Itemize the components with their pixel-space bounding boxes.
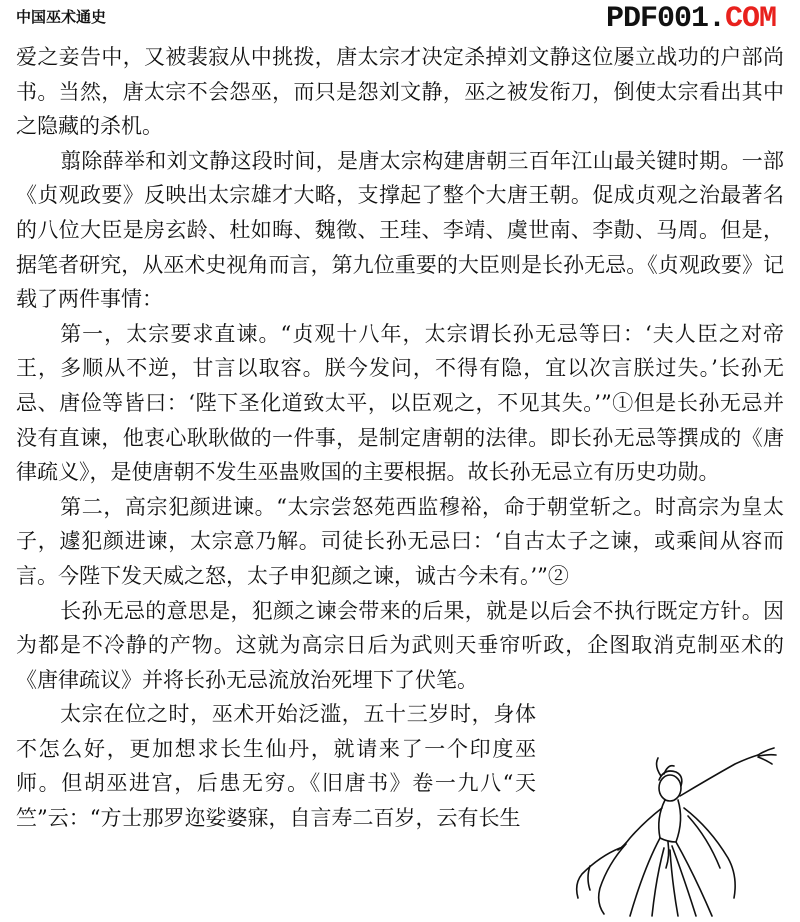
paragraph-2: 翦除薛举和刘文静这段时间，是唐太宗构建唐朝三百年江山最关键时期。一部《贞观政要》反映出太宗雄才大略，支撑起了整个大唐王朝。促成贞观之治最著名的八位大臣是房玄龄、杜如晦、魏徵、王珪、李靖、虞世南、李勣、马周。但是，据笔者研究，从巫术史视角而言，第九位重要的大臣则是长孙无忌。《贞观政要》记载了两件事情： bbox=[16, 148, 784, 312]
running-head: 中国巫术通史 bbox=[16, 8, 107, 26]
paragraph-5: 长孙无忌的意思是，犯颜之谏会带来的后果，就是以后会不执行既定方针。因为都是不冷静的产物。这就为高宗日后为武则天垂帘听政，企图取消克制巫术的《唐律疏议》并将长孙无忌流放治死埋下了伏笔。 bbox=[16, 598, 784, 692]
page-header bbox=[0, 0, 800, 40]
paragraph-6: 太宗在位之时，巫术开始泛滥，五十三岁时，身体不怎么好，更加想求长生仙丹，就请来了一个印度巫师。但胡巫进宫，后患无穷。《旧唐书》卷一九八“天竺”云：“方士那罗迩娑婆寐，自言寿二百岁，云有长生 bbox=[16, 702, 536, 831]
watermark-main: PDF001. bbox=[605, 2, 725, 36]
watermark-accent: COM bbox=[724, 2, 776, 36]
dancing-figure-illustration bbox=[560, 738, 800, 918]
paragraph-4: 第二，高宗犯颜进谏。“太宗尝怒苑西监穆裕，命于朝堂斩之。时高宗为皇太子，遽犯颜进谏，太宗意乃解。司徒长孙无忌曰：‘自古太子之谏，或乘间从容而言。今陛下发天威之怒，太子申犯颜之谏，诚古今未有。’”② bbox=[16, 494, 784, 588]
watermark-logo bbox=[606, 2, 776, 36]
paragraph-1: 爱之妾告中，又被裴寂从中挑拨，唐太宗才决定杀掉刘文静这位屡立战功的户部尚书。当然，唐太宗不会怨巫，而只是怨刘文静，巫之被发衔刀，倒使太宗看出其中之隐藏的杀机。 bbox=[16, 45, 784, 139]
body-text bbox=[16, 40, 784, 836]
paragraph-3: 第一，太宗要求直谏。“贞观十八年，太宗谓长孙无忌等曰：‘夫人臣之对帝王，多顺从不逆，甘言以取容。朕今发问，不得有隐，宜以次言朕过失。’长孙无忌、唐俭等皆曰：‘陛下圣化道致太平，以臣观之，不见其失。’”①但是长孙无忌并没有直谏，他衷心耿耿做的一件事，是制定唐朝的法律。即长孙无忌等撰成的《唐律疏义》，是使唐朝不发生巫蛊败国的主要根据。故长孙无忌立有历史功勋。 bbox=[16, 321, 784, 485]
